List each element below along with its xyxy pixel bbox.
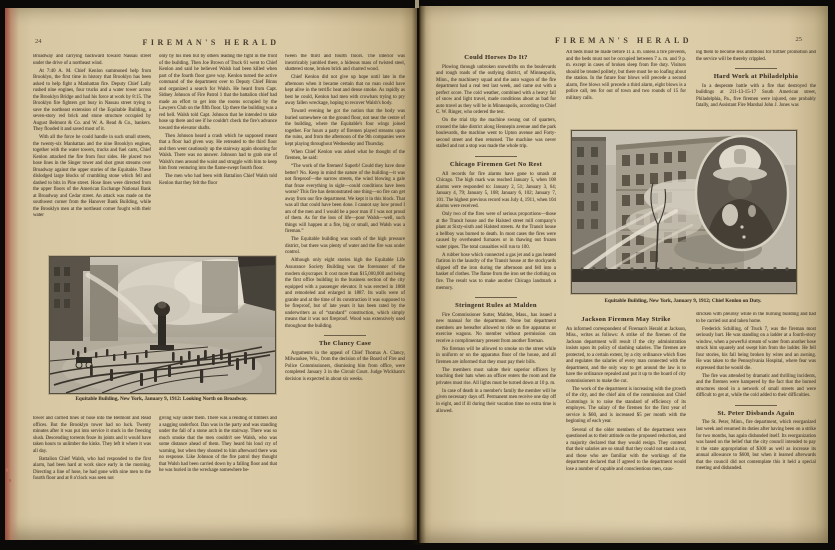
ink-speck [9,479,11,482]
building-fire-illustration [572,131,796,293]
text-column-3-bottom [696,312,816,538]
building-fire-photo [571,130,797,294]
section-divider [324,335,366,336]
foreground-street [572,282,796,293]
text-column-2-top [159,54,277,252]
article-headline: Jackson Firemen May Strike [581,316,671,323]
article-headline: Hard Work at Philadelphia [713,73,799,81]
paragraph: Only two of the fires were of serious proportions—those at the Transit house and the Halsted street mill company's plant at Sixty-sixth and Halsted streets. At the Transit house a bellboy was burned to death. In most cases the fires were caused by overheated furnaces or in thawing out frozen water pipes. The total casualties will run to 100. [436,212,556,250]
paragraph: “The work of the firemen! Superb! Could they have done better? No. Keep in mind the nature of the building—it was not fireproof—the narrow streets, the wind blowing a gale that froze everything in sight—could conditions have been worse? This fire has demonstrated one thing—no fire can get away from our fire department. We kept it in this block. That was all that could have been done. I cannot say how proud I am of the men and I would be a poor man if I was not proud of them. As for the loss of life—poor Walsh—well, such things will happen at a fire, big or small, and Walsh was a fireman.” [285,164,405,235]
paragraph: The men who had been with Battalion Chief Walsh told Kenlon that they felt the floor [159,174,277,186]
text-column-3 [285,54,405,514]
paragraph: A rubber hose which connected a gas jet and a gas heated flatiron in the laundry of the Transit house at the stockyards slipped off the iron during the afternoon and fell into a basket of clothes. The flame from the iron set the clothing on fire. The result was to make another Chicago landmark a memory. [436,252,556,291]
paragraph: Although only eight stories high the Equitable Life Assurance Society Building was the forerunner of the modern skyscraper. It cost more than $15,000,000 and being the first office building in the business section of the city equipped with a passenger elevator. It was erected in 1868 and remodeled and enlarged in 1887. Its walls were of granite and at the time of its construction it was supposed to be fireproof, but of late years it has been rated by the underwriters as of “standard” construction, which simply means that it was not fireproof. Wood was extensively used throughout the building. [285,258,405,329]
spine-top-notch [415,0,419,8]
paragraph: An informed correspondent of Fireman's Herald at Jackson, Miss., writes as follows: A strike of the firemen of the Jackson department will result if the city administration insists upon its policy of slashing salaries. The firemen are protected, to a certain extent, by a city ordinance which fixes and regulates the salaries of every man connected with the department, and the only way to get around the law is to have the ordinance repealed and put it up to the board of city commissioners to make the cut. [566,326,686,384]
street-scene-photo [49,256,276,394]
paragraph: All records for fire alarms have gone to smash at Chicago. The high mark was reached January 5, when 108 alarms were responded to: January 2, 51; January 3, 64; January 4, 79; January 5, 108; January 6, 102; January 7, 101. The highest previous record was July 4, 1911, when 104 alarms were received. [436,171,556,210]
paragraph: All beds must be made before 11 a. m. unless a fire prevents, and the beds must not be occupied between 7 a. m. and 9 p. m. except in cases of broken sleep from fire duty. Visitors should be treated politely, but there must be no loafing about the station. In the future four blows will precede a second alarm, five blows will precede a third alarm, eight blows is a police call, ten for out of town and two rounds of 15 for military calls. [566,50,686,101]
paragraph: When Chief Kenlon was asked what he thought of the firemen, he said: [285,149,405,162]
paragraph: Frederick Schilling, of Truck 7, was the fireman most seriously hurt. He was standing on a ladder at a fourth-story window, when a powerful stream of water from another hose struck him squarely and swept him from the ladder. He fell four stories, his fall being broken by wires and an awning. He was taken to the Pennsylvania Hospital, where fear was expressed that he would die. [696,326,816,371]
chief-kenlon-inset [696,136,788,250]
photo-caption-left: Equitable Building, New York, January 9, 1912: Looking North on Broadway. [75,396,248,402]
article-headline: The Clancy Case [318,340,372,348]
article-headline: Could Horses Do It? [464,54,528,61]
paragraph: In case of death in a member's family the member will be given necessary days off. Permanent men receive one day off in eight, and if ill during their vacation time no extra time is allowed. [436,388,556,414]
page-number-left: 24 [35,38,42,45]
text-column-2-bottom [159,416,277,516]
text-column-3-top [696,50,816,130]
paragraph: At 7:40 A. M. Chief Kenlon summoned help from Brooklyn, the first time in history that Brooklyn has been asked to help fight a Manhattan fire. Deputy Chief Lally rushed nine engines, four trucks and a water tower across the Brooklyn Bridge and had his force at work by 8:15. The Brooklyn fire fighters got busy in Nassau street trying to save the northeast extension of the Equitable Building, a seven-story red brick and stone structure occupied by August Belmont & Co. and W. A. Read & Co., bankers. They flooded it and saved most of it. [33,68,151,133]
text-column-2-top [566,50,686,128]
paragraph: The members must salute their superior officers by touching their hats when an officer enters the room and the privates must rise. All lights must be turned down at 10 p. m. [436,367,556,386]
page-left [5,8,417,540]
section-divider [475,297,517,298]
paragraph: The fire was attended by dramatic and thrilling incidents, and the firemen were hampered by the fact that the burned structures stood in a network of small streets and were difficult to get at, while the cold added to their difficulties. [696,373,816,399]
article-headline: Stringent Rules at Malden [455,302,537,310]
paragraph: The work of the department is increasing with the growth of the city, and the chief aim of the commission and Chief Cummings is to raise the standard of efficiency of its employes. The salary of the firemen for the first year of service is $60, and is increased $5 per month with the beginning of each year. [566,386,686,425]
paragraph: Several of the older members of the department were questioned as to their attitude on the proposed reduction, and a majority declared that they would resign. They contend that their salaries are so small that they could not stand a cut, and those who are familiar with the workings of the department declared that if agreed to the department would lose a number of capable and conscientious men, caus- [566,427,686,472]
running-head-right: FIREMAN'S HERALD [554,36,693,45]
paragraph: In a desperate battle with a fire that destroyed the buildings at 211-13-15-17 South American street, Philadelphia, Pa., five firemen were injured, one probably fatally, and Assistant Fire Marshal John J. Jones was [696,83,816,109]
article-headline: Chicago Firemen Get No Rest [449,160,543,168]
paragraph: tower and carried lines of hose into the Belmont and Read offices. But the Brooklyn tower had no luck. Twenty minutes after it was put into service it stuck in the freezing slush. Descending torrents froze its joints and it would have taken hours to unlimber the kinks. They left it where it was all day. [33,416,151,454]
section-divider [475,156,517,157]
paragraph: On the trial trip the machine swung out of quarters, crossed the lake district along Hennepin avenue and the park boulevards, the machine went to Upton avenue and Forty-second street and then returned. The machine was never stalled and not a stop was made the whole trip. [436,118,556,150]
spine-shadow [412,5,426,545]
street-scene-illustration [50,257,275,393]
photo-caption-right: Equitable Building, New York, January 9, 1912; Chief Kenlon on Duty. [604,298,762,304]
ink-speck [6,468,9,472]
paragraph: ing them to become less ambitious for further promotion and the service will be thereby crippled. [696,50,816,62]
paragraph: giving way under them. There was a rending of timbers and a sagging underfoot. Dan was in the party and was standing under the fall of a stone arch in the stairway. There was so much smoke that the men couldn't see Walsh, who was some distance ahead of them. They heard his loud cry of warning, but when they shouted to him afterward there was no response. Like Johnson of the fire patrol they thought that Walsh had been carried down by a falling floor and that he was buried in the wreckage somewhere be- [159,416,277,474]
paragraph: Battalion Chief Walsh, who had responded to the first alarm, had been hard at work since early in the morning. Directing a line of hose, he had gone with nine men to the fourth floor and at 8 o'clock was seen not [33,456,151,482]
paragraph: Then Johnson heard a crash which he supposed meant that a floor had given way. He retreated to the third floor and then went cautiously up the stairway again shouting for Walsh. There was no answer. Johnson had to grab one of Walsh's men around the waist and struggle with him to keep him from venturing into the flame-swept fourth floor. [159,133,277,172]
text-column-1-bottom [33,416,151,516]
portrait-face [728,177,752,199]
page-number-right: 25 [795,36,802,43]
paragraph: only by his men but by others leading the fight in the front of the building. Then Joe Brown of Truck 61 went to Chief Kenlon and said he believed Walsh had been killed when part of the fourth floor gave way. Kenlon turned the active command of the department over to Deputy Chief Binns and organized a search for Walsh. He heard from Capt. Sidney Johnson of Fire Patrol 1 that the battalion chief had made an effort to get into the rooms occupied by the Lawyers Club on the fifth floor. Up there the building was a red hell. Walsh told Capt. Johnson that he intended to take hose up there and see if he couldn't check the fire's advance toward the elevator shafts. [159,54,277,131]
paragraph: With all the force he could handle in such small streets, the twenty-six Manhattan and the nine Brooklyn engines, together with the water towers, trucks and fuel carts, Chief Kenlon attacked the fire from four sides. He placed two hose lines in the Singer tower and shot great streams over Broadway against the upper stories of the Equitable. These dislodged large blocks of crumbling stone which fell and dashed to bits in Pine street. Hose lines were directed from the upper floors of the American Exchange National Bank at Broadway and Cedar street. An attack was made on the southwest corner from the Hanover Bank Building, while the Brooklyn men at the northeast corner fought with their water [33,135,151,219]
text-column-1 [436,50,556,538]
article-headline: St. Peter Disbands Again [717,409,795,417]
paragraph: Plowing through unbroken snowdrifts on the boulevards and rough roads of the outlying district, of Minneapolis, Minn., the machinery squad and the auto wagon of the fire department had a real test last week, and came out with a perfect score. The cold weather, combined with a heavy fall of snow and light travel, made conditions about as bad for auto travel as they will be in Minneapolis, according to Chief C. W. Ringer, who ordered the test. [436,64,556,116]
section-divider [735,405,777,406]
paragraph: Fire Commissioner Sutter, Malden, Mass., has issued a new manual for the department. None but department members are hereafter allowed to ride on fire apparatus or exercise wagons. No member without permission can receive a complimentary present from another fireman. [436,312,556,344]
paragraph: Broadway and carrying backward toward Nassau street under the drive of a northeast wind. [33,54,151,66]
page-edge-stain [5,8,19,540]
paragraph: The St. Peter, Minn., fire department, which reorganized last week and resumed its duties after having been on a strike for two months, has again disbanded itself. Its reorganization was based on the belief that the city council intended to pay it the state appropriation of $300 as well as increase its annual allowance to $600, but when it learned afterwards that the council did not contemplate this it held a special meeting and disbanded. [696,420,816,472]
paragraph: No fireman will be allowed to smoke on the street while in uniform or on the apparatus floor of the house, and all firemen are informed that they must pay their bills. [436,346,556,365]
section-divider [735,68,777,69]
paragraph: The Equitable building was south of the high pressure district, but there was plenty of water and the fire was under control. [285,237,405,256]
paragraph: stricken with pleurisy while in the burning building and had to be carried out and taken home. [696,312,816,324]
text-column-1-top [33,54,151,252]
paragraph: Toward evening he got the notion that the body was buried somewhere on the ground floor, not near the centre of the building, where the Equitable's four wings joined together. For hours a party of firemen played streams upon the ruins, and from the afternoon of the 9th companies were kept playing throughout Wednesday and Thursday. [285,109,405,147]
paragraph: tween the third and fourth floors. The interior was inextricably jumbled there, a hideous mass of twisted steel, shattered stone, broken brick and charred wood. [285,54,405,73]
paragraph: Arguments in the appeal of Chief Thomas A. Clancy, Milwaukee, Wis., from the decision of the Board of Fire and Police Commissioners, dismissing him from office, were completed January 3 in the Circuit Court. Judge Wickham's decision is expected in about six weeks. [285,350,405,382]
paragraph: Chief Kenlon did not give up hope until late in the afternoon when it became certain that no man could have kept alive in the terrific heat and dense smoke. As rapidly as best he could, Kenlon had men with crowbars trying to pry away fallen wreckage, hoping to recover Walsh's body. [285,75,405,107]
text-column-2-bottom [566,312,686,538]
crowd-strip [572,267,796,282]
page-right [419,6,828,543]
running-head-left: FIREMAN'S HERALD [142,38,280,47]
